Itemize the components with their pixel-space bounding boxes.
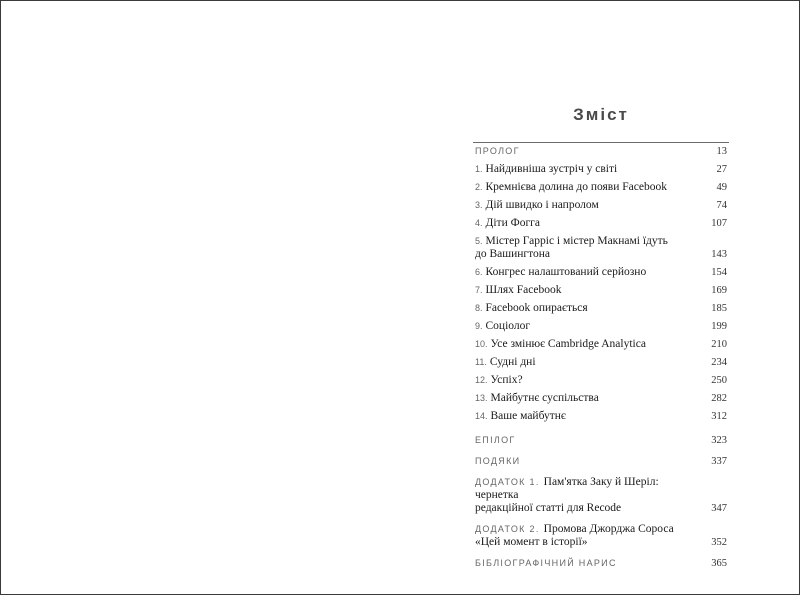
- appendix-title: Промова Джорджа Сороса: [543, 523, 674, 535]
- appendix-label: ДОДАТОК 2.: [475, 524, 540, 534]
- chapter-number: 14.: [475, 411, 488, 421]
- toc-chapter: [475, 197, 727, 215]
- chapter-title: Усе змінює Cambridge Analytica: [490, 338, 646, 350]
- chapter-title: Містер Гарріс і містер Макнамі їдуть: [485, 235, 668, 247]
- toc-page: 323: [711, 435, 727, 446]
- toc-page: 27: [716, 164, 727, 175]
- chapter-number: 11.: [475, 357, 487, 367]
- chapter-number: 3.: [475, 200, 483, 210]
- chapter-title: Конгрес налаштований серйозно: [485, 266, 647, 278]
- toc-epilogue: [475, 432, 727, 450]
- toc-page: 143: [711, 249, 727, 260]
- toc-prologue: [475, 143, 727, 161]
- toc-chapter: [475, 318, 727, 336]
- chapter-number: 6.: [475, 267, 483, 277]
- chapter-number: 12.: [475, 375, 488, 385]
- toc-appendix: [475, 474, 727, 518]
- chapter-title: Соціолог: [485, 320, 531, 332]
- chapter-title: Кремнієва долина до появи Facebook: [485, 181, 667, 193]
- toc-page: 13: [716, 146, 727, 157]
- toc-page: 199: [711, 321, 727, 332]
- toc-label: ПОДЯКИ: [475, 456, 521, 466]
- toc-chapter: [475, 215, 727, 233]
- toc-page: 107: [711, 218, 727, 229]
- table-of-contents: [475, 143, 727, 573]
- toc-page: 347: [711, 503, 727, 514]
- toc-chapter: [475, 264, 727, 282]
- toc-page: 74: [716, 200, 727, 211]
- chapter-title-continued: до Вашингтона: [475, 248, 551, 260]
- toc-chapter: [475, 161, 727, 179]
- toc-page: 234: [711, 357, 727, 368]
- appendix-title-continued: «Цей момент в історії»: [475, 536, 588, 548]
- chapter-number: 4.: [475, 218, 483, 228]
- toc-appendix: [475, 521, 727, 552]
- toc-acknowledgments: [475, 453, 727, 471]
- toc-page: 154: [711, 267, 727, 278]
- toc-label: ЕПІЛОГ: [475, 435, 516, 445]
- chapter-number: 5.: [475, 236, 483, 246]
- toc-page: 282: [711, 393, 727, 404]
- toc-page: 352: [711, 537, 727, 548]
- toc-page: 169: [711, 285, 727, 296]
- appendix-title: Пам'ятка Заку й Шеріл: чернетка: [475, 476, 659, 501]
- toc-page: 49: [716, 182, 727, 193]
- toc-page: 337: [711, 456, 727, 467]
- toc-label: ПРОЛОГ: [475, 146, 520, 156]
- chapter-title: Майбутнє суспільства: [490, 392, 599, 404]
- toc-label: БІБЛІОГРАФІЧНИЙ НАРИС: [475, 558, 617, 568]
- toc-bibliography: [475, 555, 727, 573]
- page-title: Зміст: [573, 105, 629, 124]
- chapter-title: Ваше майбутнє: [490, 410, 566, 422]
- toc-chapter: [475, 300, 727, 318]
- toc-chapter: [475, 372, 727, 390]
- toc-chapter: [475, 354, 727, 372]
- chapter-number: 2.: [475, 182, 483, 192]
- chapter-title: Шлях Facebook: [485, 284, 562, 296]
- chapter-number: 1.: [475, 164, 483, 174]
- toc-page: 210: [711, 339, 727, 350]
- chapter-number: 7.: [475, 285, 483, 295]
- chapter-number: 9.: [475, 321, 483, 331]
- toc-chapter: [475, 282, 727, 300]
- appendix-title-continued: редакційної статті для Recode: [475, 502, 622, 514]
- toc-chapter: [475, 179, 727, 197]
- toc-page: 365: [711, 558, 727, 569]
- chapter-number: 13.: [475, 393, 488, 403]
- toc-chapter: [475, 336, 727, 354]
- toc-page: 312: [711, 411, 727, 422]
- chapter-title: Судні дні: [489, 356, 536, 368]
- appendix-label: ДОДАТОК 1.: [475, 477, 540, 487]
- toc-chapter: [475, 233, 727, 264]
- chapter-title: Дій швидко і напролом: [485, 199, 599, 211]
- chapter-title: Діти Фогга: [485, 217, 540, 229]
- chapter-title: Успіх?: [490, 374, 523, 386]
- toc-chapter: [475, 390, 727, 408]
- chapter-title: Facebook опирається: [485, 302, 588, 314]
- toc-chapter: [475, 408, 727, 426]
- chapter-number: 8.: [475, 303, 483, 313]
- chapter-title: Найдивніша зустріч у світі: [485, 163, 618, 175]
- toc-page: 250: [711, 375, 727, 386]
- chapter-number: 10.: [475, 339, 488, 349]
- toc-page: 185: [711, 303, 727, 314]
